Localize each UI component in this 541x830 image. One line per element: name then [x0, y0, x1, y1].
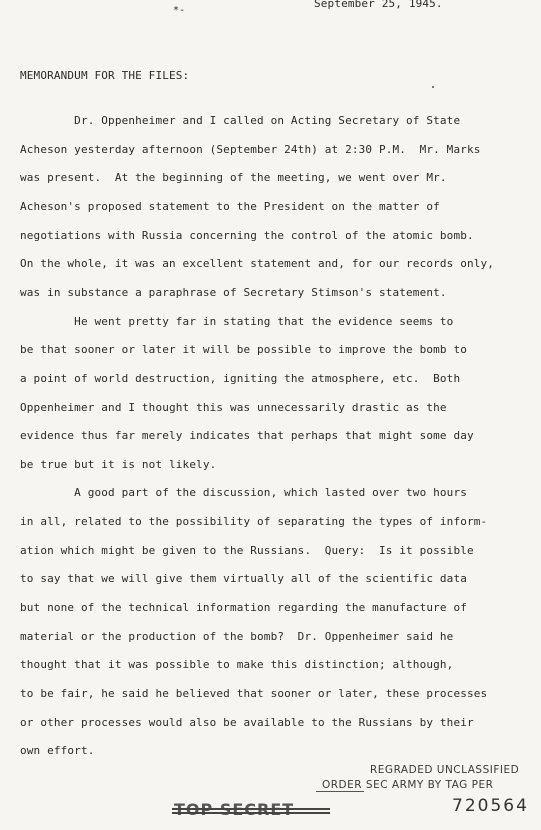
memo-header: MEMORANDUM FOR THE FILES: [20, 69, 190, 82]
corner-mark: *- [173, 5, 186, 16]
memo-line: to be fair, he said he believed that sooner or later, these processes [20, 687, 488, 700]
memo-line: thought that it was possible to make this distinction; although, [20, 658, 454, 672]
memo-line: He went pretty far in stating that the evidence seems to [20, 314, 454, 328]
stamp-underline [316, 791, 364, 792]
memo-line: be that sooner or later it will be possible to improve the bomb to [20, 343, 467, 357]
memo-line: Dr. Oppenheimer and I called on Acting Secretary of State [20, 114, 461, 127]
memo-line: to say that we will give them virtually all of the scientific data [20, 572, 467, 586]
regraded-stamp-line1: REGRADED UNCLASSIFIED [370, 764, 520, 776]
memo-line: On the whole, it was an excellent statement and, for our records only, [20, 257, 495, 271]
strike-line [172, 808, 330, 810]
memo-line: evidence thus far merely indicates that perhaps that might some day [20, 429, 474, 443]
memo-line: was present. At the beginning of the meeting, we went over Mr. [20, 171, 447, 185]
stray-mark [432, 86, 434, 88]
memo-line: material or the production of the bomb? Dr. Oppenheimer said he [20, 629, 454, 643]
memo-line: or other processes would also be available to the Russians by their [20, 715, 474, 729]
memo-line: Acheson's proposed statement to the President on the matter of [20, 199, 440, 213]
regraded-stamp-line2: ORDER SEC ARMY BY TAG PER [322, 779, 494, 791]
memo-date: September 25, 1945. [314, 0, 443, 10]
memo-line: a point of world destruction, igniting the atmosphere, etc. Both [20, 371, 461, 385]
memo-line: A good part of the discussion, which lasted over two hours [20, 486, 467, 500]
strike-line [172, 812, 330, 814]
memo-line: Acheson yesterday afternoon (September 24th) at 2:30 P.M. Mr. Marks [20, 142, 481, 156]
memo-line: but none of the technical information regarding the manufacture of [20, 601, 467, 615]
memo-line: be true but it is not likely. [20, 457, 217, 471]
memo-line: was in substance a paraphrase of Secretary Stimson's statement. [20, 285, 447, 299]
memo-line: ation which might be given to the Russians. Query: Is it possible [20, 543, 474, 557]
memo-line: Oppenheimer and I thought this was unnecessarily drastic as the [20, 400, 447, 414]
memo-line: in all, related to the possibility of separating the types of inform- [20, 515, 488, 529]
document-number: 720564 [452, 796, 529, 816]
memo-line: own effort. [20, 744, 95, 758]
memo-line: negotiations with Russia concerning the control of the atomic bomb. [20, 228, 474, 242]
